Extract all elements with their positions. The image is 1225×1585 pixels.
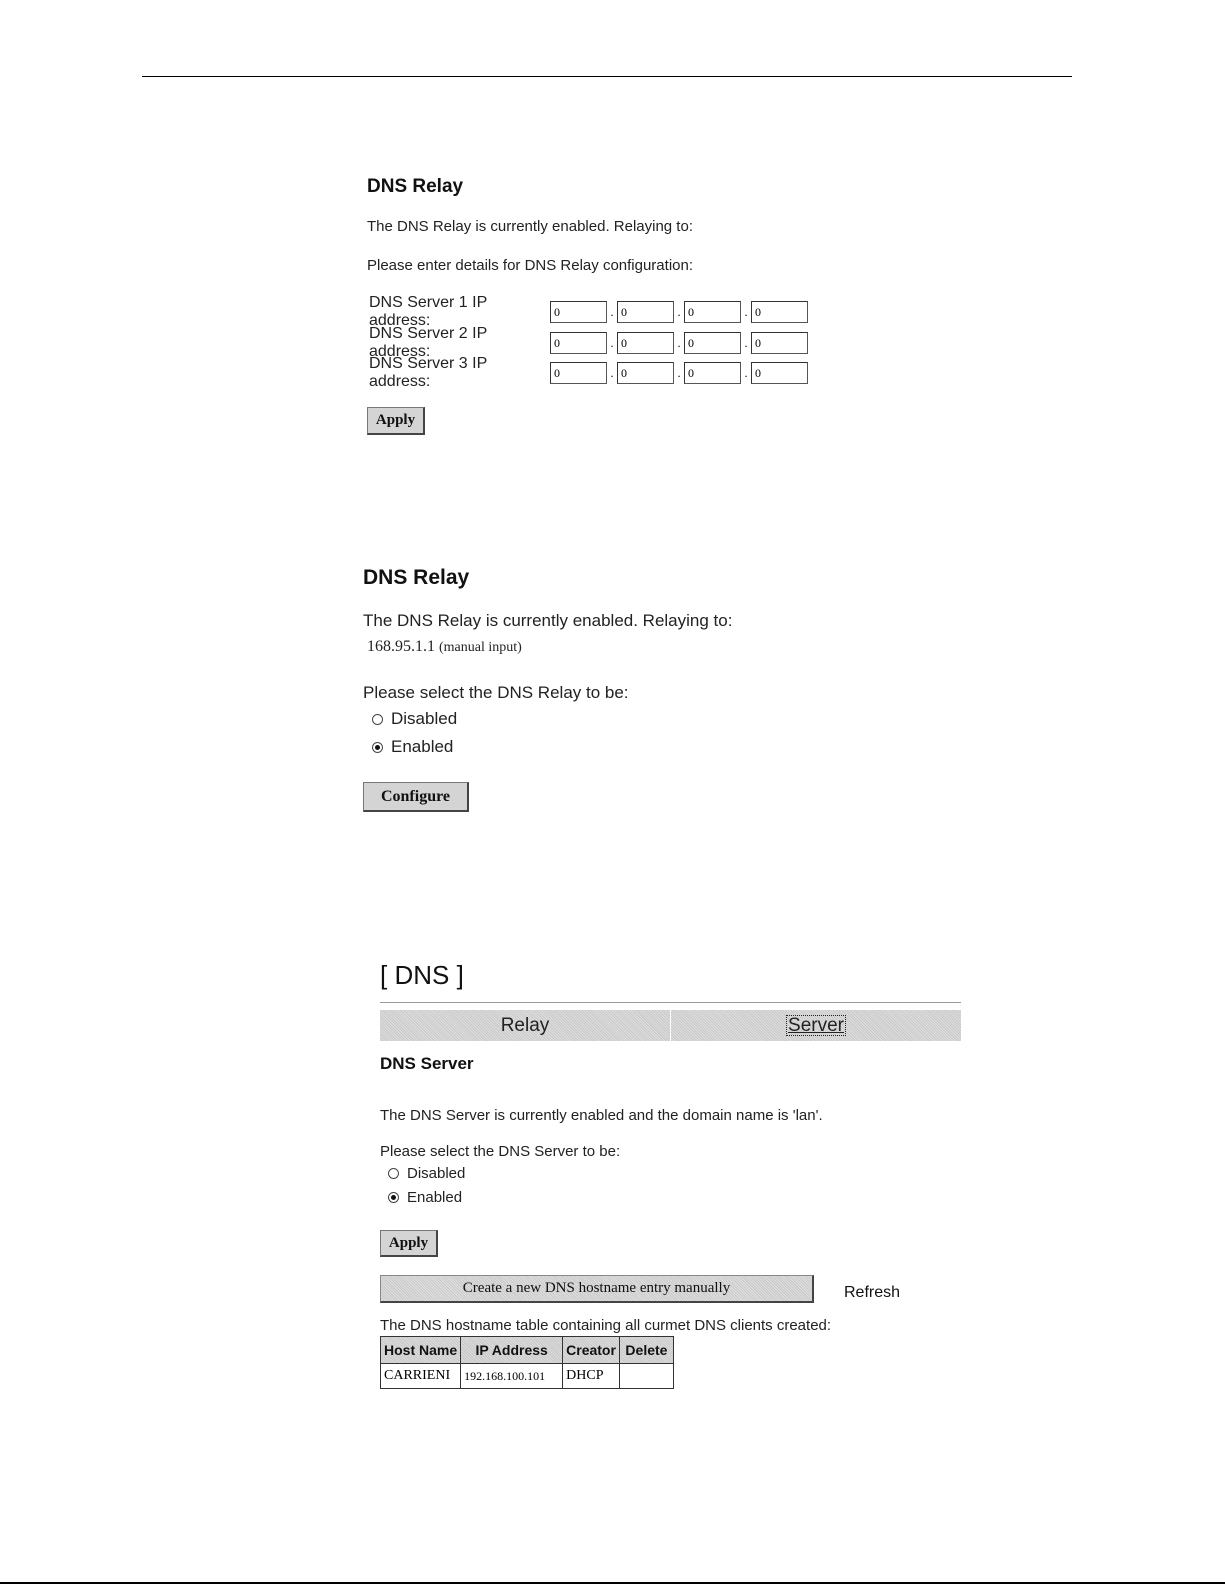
dns-server-2-octet-4[interactable] xyxy=(751,332,808,354)
section1-heading: DNS Relay xyxy=(367,176,464,197)
radio-button-selected[interactable] xyxy=(372,742,383,753)
dns-server-3-octet-1[interactable] xyxy=(550,362,607,384)
title-divider xyxy=(380,1002,961,1003)
column-header-creator: Creator xyxy=(563,1337,620,1364)
dns-hostname-table xyxy=(380,1336,674,1389)
refresh-link[interactable]: Refresh xyxy=(844,1284,901,1301)
server-option-disabled[interactable] xyxy=(388,1165,465,1182)
dns-server-2-octet-3[interactable] xyxy=(684,332,741,354)
section2-select-prompt: Please select the DNS Relay to be: xyxy=(363,683,629,702)
relay-ip: 168.95.1.1 xyxy=(367,638,435,655)
section3-status-text: The DNS Server is currently enabled and the domain name is 'lan'. xyxy=(380,1107,823,1124)
tab-relay[interactable] xyxy=(380,1010,670,1041)
octet-separator: . xyxy=(677,305,681,319)
relay-option-enabled[interactable] xyxy=(372,737,453,757)
relay-option-disabled[interactable] xyxy=(372,709,457,729)
dns-server-2-row xyxy=(369,325,808,360)
create-dns-entry-button[interactable]: Create a new DNS hostname entry manually xyxy=(380,1275,814,1303)
configure-button[interactable]: Configure xyxy=(363,782,469,812)
dns-server-3-octet-2[interactable] xyxy=(617,362,674,384)
section2-status-text: The DNS Relay is currently enabled. Relaying to: xyxy=(363,611,733,630)
section3-select-prompt: Please select the DNS Server to be: xyxy=(380,1143,621,1160)
tab-relay-label: Relay xyxy=(500,1014,550,1036)
octet-separator: . xyxy=(744,366,748,380)
dns-server-1-label: DNS Server 1 IP address: xyxy=(369,294,487,329)
octet-separator: . xyxy=(610,336,614,350)
section1-instructions: Please enter details for DNS Relay configuration: xyxy=(367,257,694,274)
column-header-host-name: Host Name xyxy=(381,1337,461,1364)
octet-separator: . xyxy=(610,366,614,380)
dns-server-1-octet-4[interactable] xyxy=(751,301,808,323)
octet-separator: . xyxy=(744,305,748,319)
relay-note: (manual input) xyxy=(439,640,522,655)
apply-button[interactable]: Apply xyxy=(367,407,425,435)
cell-ip-address: 192.168.100.101 xyxy=(461,1364,563,1389)
table-row xyxy=(381,1364,674,1389)
tab-server[interactable] xyxy=(670,1010,961,1041)
radio-button-selected[interactable] xyxy=(388,1192,399,1203)
relay-option-disabled-label: Disabled xyxy=(391,709,458,728)
section1-status-text: The DNS Relay is currently enabled. Relaying to: xyxy=(367,218,693,235)
radio-button[interactable] xyxy=(388,1168,399,1179)
dns-server-1-row xyxy=(369,294,808,329)
octet-separator: . xyxy=(744,336,748,350)
dns-tabbar xyxy=(380,1010,961,1041)
relay-target xyxy=(367,638,522,656)
section2-heading: DNS Relay xyxy=(363,566,470,589)
dns-server-2-octet-1[interactable] xyxy=(550,332,607,354)
radio-button[interactable] xyxy=(372,714,383,725)
relay-option-enabled-label: Enabled xyxy=(391,737,454,756)
dns-server-2-label: DNS Server 2 IP address: xyxy=(369,325,487,360)
dns-server-3-row xyxy=(369,355,808,390)
top-rule xyxy=(142,76,1072,77)
octet-separator: . xyxy=(677,366,681,380)
bottom-rule xyxy=(0,1582,1225,1584)
dns-server-1-octet-3[interactable] xyxy=(684,301,741,323)
column-header-ip-address: IP Address xyxy=(461,1337,563,1364)
dns-server-2-octet-2[interactable] xyxy=(617,332,674,354)
dns-server-3-octet-3[interactable] xyxy=(684,362,741,384)
server-apply-button[interactable]: Apply xyxy=(380,1230,438,1257)
dns-server-1-octet-2[interactable] xyxy=(617,301,674,323)
section3-heading: DNS Server xyxy=(380,1054,474,1073)
octet-separator: . xyxy=(677,336,681,350)
dns-server-3-label: DNS Server 3 IP address: xyxy=(369,355,487,390)
server-option-disabled-label: Disabled xyxy=(407,1165,466,1182)
octet-separator: . xyxy=(610,305,614,319)
cell-creator: DHCP xyxy=(563,1364,620,1389)
server-option-enabled[interactable] xyxy=(388,1189,462,1206)
cell-host-name: CARRIENI xyxy=(381,1364,461,1389)
table-header-row xyxy=(381,1337,674,1364)
tab-server-label: Server xyxy=(788,1015,844,1036)
column-header-delete: Delete xyxy=(619,1337,673,1364)
dns-server-1-octet-1[interactable] xyxy=(550,301,607,323)
dns-server-3-octet-4[interactable] xyxy=(751,362,808,384)
page-title: [ DNS ] xyxy=(380,960,464,990)
table-caption: The DNS hostname table containing all curmet DNS clients created: xyxy=(380,1317,832,1334)
server-option-enabled-label: Enabled xyxy=(407,1189,463,1206)
cell-delete[interactable] xyxy=(619,1364,673,1389)
